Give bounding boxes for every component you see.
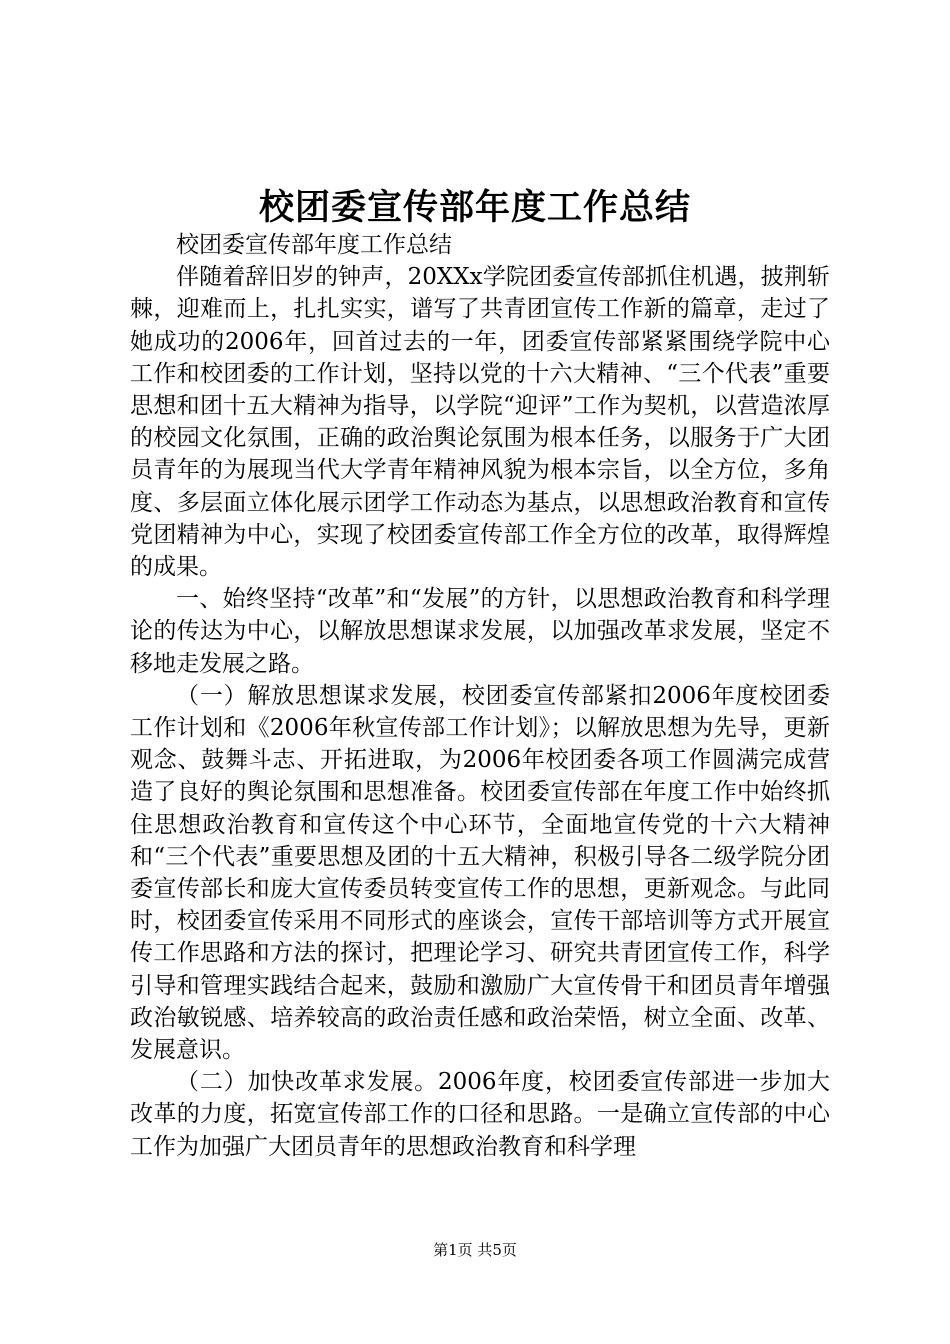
paragraph-section-one: 一、始终坚持“改革”和“发展”的方针，以思想政治教育和科学理论的传达为中心，以解放思想谋求发展，以加强改革求发展，坚定不移地走发展之路。 xyxy=(130,586,830,677)
paragraph-subsection-two: （二）加快改革求发展。2006年度，校团委宣传部进一步加大改革的力度，拓宽宣传部工作的口径和思路。一是确立宣传部的中心工作为加强广大团员青年的思想政治教育和科学理 xyxy=(130,1069,830,1160)
document-title: 校团委宣传部年度工作总结 xyxy=(258,187,691,228)
page-number: 第1页 共5页 xyxy=(433,1241,517,1259)
paragraph-intro: 伴随着辞旧岁的钟声，20XXx学院团委宣传部抓住机遇，披荆斩棘，迎难而上，扎扎实实，谱写了共青团宣传工作新的篇章，走过了她成功的2006年，回首过去的一年，团委宣传部紧紧围绕学院中心工作和校团委的工作计划，坚持以党的十六大精神、“三个代表”重要思想和团十五大精神为指导，以学院“迎评”工作为契机，以营造浓厚的校园文化氛围，正确的政治舆论氛围为根本任务，以服务于广大团员青年的为展现当代大学青年精神风貌为根本宗旨，以全方位，多角度、多层面立体化展示团学工作动态为基点，以思想政治教育和宣传党团精神为中心，实现了校团委宣传部工作全方位的改革，取得辉煌的成果。 xyxy=(130,264,830,581)
document-body xyxy=(130,229,830,1163)
paragraph-subsection-one: （一）解放思想谋求发展，校团委宣传部紧扣2006年度校团委工作计划和《2006年秋宣传部工作计划》；以解放思想为先导，更新观念、鼓舞斗志、开拓进取，为2006年校团委各项工作圆满完成营造了良好的舆论氛围和思想准备。校团委宣传部在年度工作中始终抓住思想政治教育和宣传这个中心环节，全面地宣传党的十六大精神和“三个代表”重要思想及团的十五大精神，积极引导各二级学院分团委宣传部长和庞大宣传委员转变宣传工作的思想，更新观念。与此同时，校团委宣传采用不同形式的座谈会，宣传干部培训等方式开展宣传工作思路和方法的探讨，把理论学习、研究共青团宣传工作，科学引导和管理实践结合起来，鼓励和激励广大宣传骨干和团员青年增强政治敏锐感、培养较高的政治责任感和政治荣悟，树立全面、改革、发展意识。 xyxy=(130,682,830,1064)
paragraph-subtitle: 校团委宣传部年度工作总结 xyxy=(176,232,452,258)
